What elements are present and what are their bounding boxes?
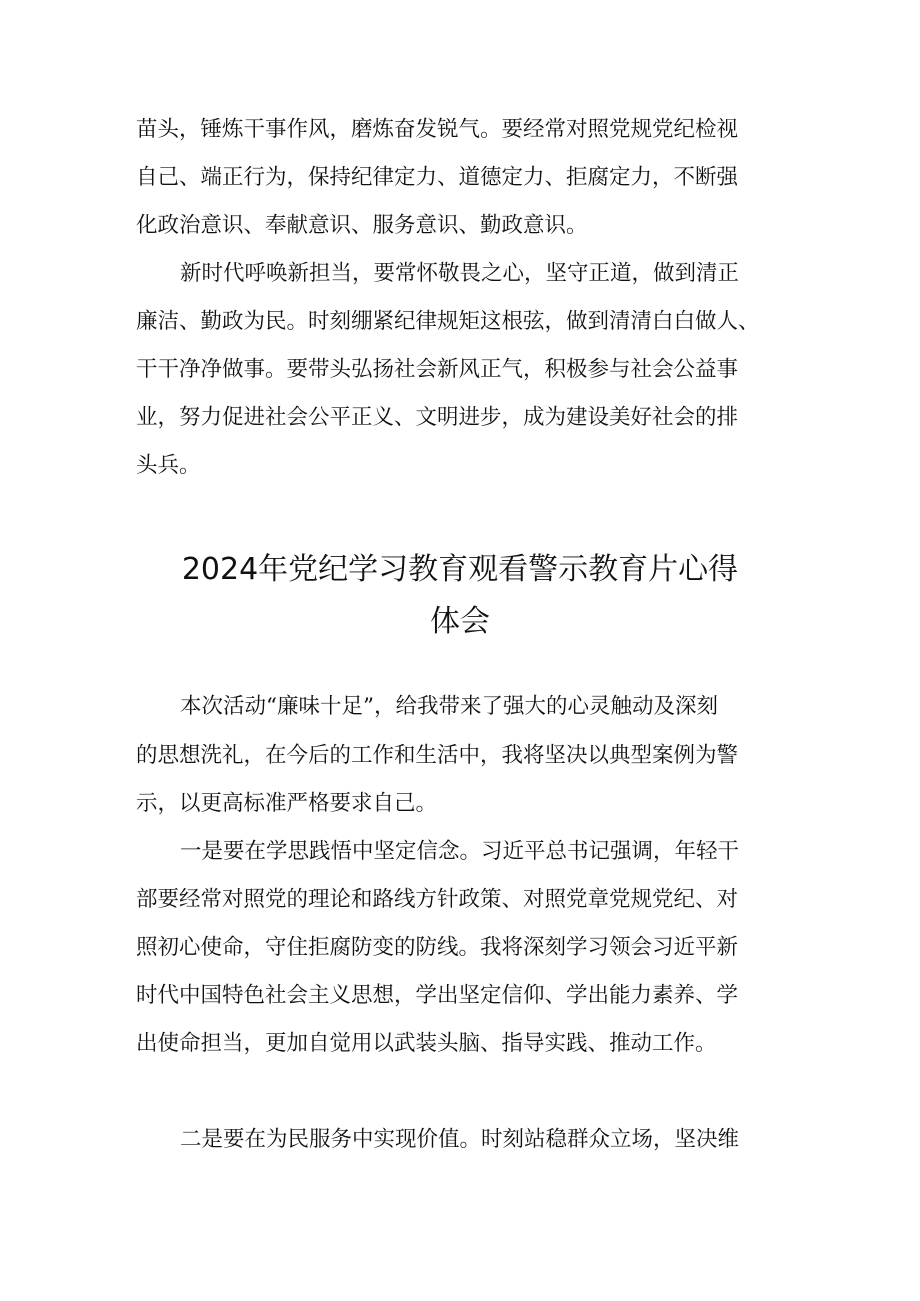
paragraph-line: 新时代呼唤新担当，要常怀敬畏之心，坚守正道，做到清正: [180, 261, 740, 286]
paragraph-line: 照初心使命，守住拒腐防变的防线。我将深刻学习领会习近平新: [136, 935, 739, 960]
paragraph-line: 化政治意识、奉献意识、服务意识、勤政意识。: [136, 213, 588, 238]
paragraph-line: 出使命担当，更加自觉用以武装头脑、指导实践、推动工作。: [136, 1031, 717, 1056]
paragraph-line: 的思想洗礼，在今后的工作和生活中，我将坚决以典型案例为警: [136, 743, 739, 768]
document-title: 2024年党纪学习教育观看警示教育片心得: [181, 552, 739, 587]
paragraph-line: 一是要在学思践悟中坚定信念。习近平总书记强调，年轻干: [180, 839, 740, 864]
paragraph-line: 本次活动“廉味十足”，给我带来了强大的心灵触动及深刻: [180, 694, 718, 719]
paragraph-line: 业，努力促进社会公平正义、文明进步，成为建设美好社会的排: [136, 405, 739, 430]
paragraph-line: 二是要在为民服务中实现价值。时刻站稳群众立场，坚决维: [180, 1127, 740, 1152]
paragraph-line: 廉洁、勤政为民。时刻绷紧纪律规矩这根弦，做到清清白白做人、: [136, 309, 760, 334]
paragraph-line: 干干净净做事。要带头弘扬社会新风正气，积极参与社会公益事: [136, 357, 739, 382]
paragraph-line: 时代中国特色社会主义思想，学出坚定信仰、学出能力素养、学: [136, 983, 739, 1008]
paragraph-line: 头兵。: [136, 453, 201, 478]
paragraph-line: 部要经常对照党的理论和路线方针政策、对照党章党规党纪、对: [136, 887, 739, 912]
paragraph-line: 自己、端正行为，保持纪律定力、道德定力、拒腐定力，不断强: [136, 165, 739, 190]
paragraph-line: 苗头，锤炼干事作风，磨炼奋发锐气。要经常对照党规党纪检视: [136, 117, 739, 142]
paragraph-line: 示，以更高标准严格要求自己。: [136, 791, 438, 816]
document-title: 体会: [430, 604, 490, 639]
